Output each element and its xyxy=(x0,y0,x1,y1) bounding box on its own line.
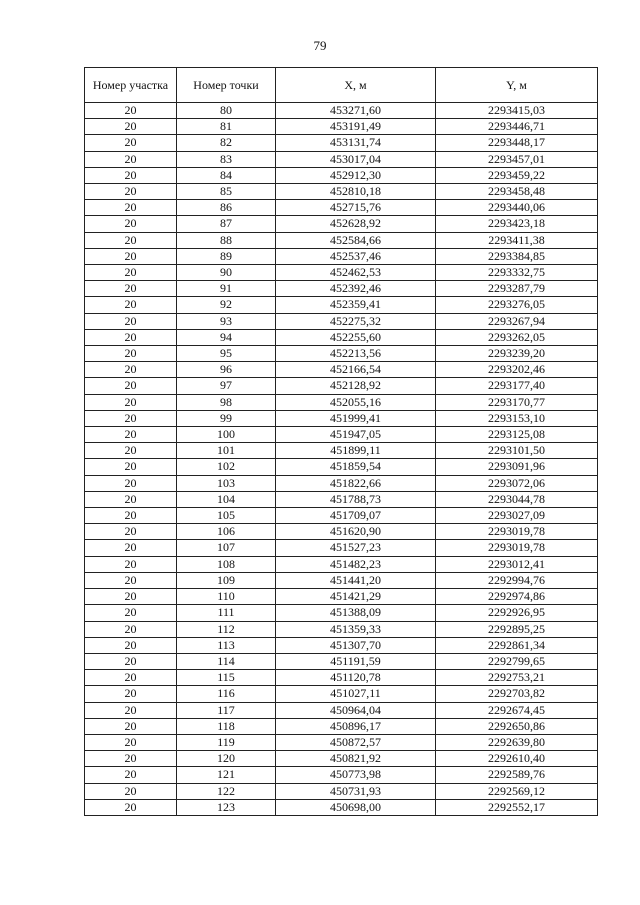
table-row xyxy=(85,329,598,345)
plot-number-cell: 20 xyxy=(85,637,177,653)
point-number-cell: 80 xyxy=(177,103,276,119)
table-row xyxy=(85,167,598,183)
plot-number-cell: 20 xyxy=(85,475,177,491)
point-number-cell: 95 xyxy=(177,346,276,362)
point-number-cell: 93 xyxy=(177,313,276,329)
y-coordinate-cell: 2293019,78 xyxy=(436,540,598,556)
y-coordinate-cell: 2293415,03 xyxy=(436,103,598,119)
y-coordinate-cell: 2292639,80 xyxy=(436,734,598,750)
x-coordinate-cell: 452275,32 xyxy=(276,313,436,329)
plot-number-cell: 20 xyxy=(85,459,177,475)
x-coordinate-cell: 453271,60 xyxy=(276,103,436,119)
plot-number-cell: 20 xyxy=(85,621,177,637)
plot-number-cell: 20 xyxy=(85,313,177,329)
table-header xyxy=(85,68,598,103)
y-coordinate-cell: 2293440,06 xyxy=(436,200,598,216)
y-coordinate-cell: 2292569,12 xyxy=(436,783,598,799)
x-coordinate-cell: 450896,17 xyxy=(276,718,436,734)
x-coordinate-cell: 451822,66 xyxy=(276,475,436,491)
y-coordinate-cell: 2292994,76 xyxy=(436,572,598,588)
page-number: 79 xyxy=(313,38,327,53)
y-coordinate-cell: 2293287,79 xyxy=(436,281,598,297)
y-coordinate-cell: 2293239,20 xyxy=(436,346,598,362)
plot-number-cell: 20 xyxy=(85,799,177,815)
table-row xyxy=(85,556,598,572)
point-number-cell: 86 xyxy=(177,200,276,216)
x-coordinate-cell: 451359,33 xyxy=(276,621,436,637)
x-coordinate-cell: 451191,59 xyxy=(276,653,436,669)
x-coordinate-cell: 452628,92 xyxy=(276,216,436,232)
plot-number-cell: 20 xyxy=(85,508,177,524)
table-row xyxy=(85,767,598,783)
point-number-cell: 121 xyxy=(177,767,276,783)
point-number-cell: 84 xyxy=(177,167,276,183)
table-row xyxy=(85,508,598,524)
table-row xyxy=(85,313,598,329)
plot-number-cell: 20 xyxy=(85,346,177,362)
point-number-cell: 104 xyxy=(177,491,276,507)
table-row xyxy=(85,605,598,621)
table-row xyxy=(85,734,598,750)
table-row xyxy=(85,459,598,475)
point-number-cell: 88 xyxy=(177,232,276,248)
table-row xyxy=(85,297,598,313)
plot-number-cell: 20 xyxy=(85,410,177,426)
plot-number-cell: 20 xyxy=(85,103,177,119)
point-number-cell: 99 xyxy=(177,410,276,426)
point-number-cell: 81 xyxy=(177,119,276,135)
point-number-cell: 116 xyxy=(177,686,276,702)
point-number-cell: 123 xyxy=(177,799,276,815)
x-coordinate-cell: 452055,16 xyxy=(276,394,436,410)
x-coordinate-cell: 451388,09 xyxy=(276,605,436,621)
table-row xyxy=(85,702,598,718)
y-coordinate-cell: 2292589,76 xyxy=(436,767,598,783)
x-coordinate-cell: 452213,56 xyxy=(276,346,436,362)
x-coordinate-cell: 452912,30 xyxy=(276,167,436,183)
y-coordinate-cell: 2293276,05 xyxy=(436,297,598,313)
y-coordinate-cell: 2293411,38 xyxy=(436,232,598,248)
plot-number-cell: 20 xyxy=(85,605,177,621)
plot-number-cell: 20 xyxy=(85,783,177,799)
y-coordinate-cell: 2292799,65 xyxy=(436,653,598,669)
y-coordinate-cell: 2293101,50 xyxy=(436,443,598,459)
x-coordinate-cell: 453191,49 xyxy=(276,119,436,135)
y-coordinate-cell: 2292552,17 xyxy=(436,799,598,815)
table-row xyxy=(85,216,598,232)
y-coordinate-cell: 2293072,06 xyxy=(436,475,598,491)
point-number-cell: 118 xyxy=(177,718,276,734)
table-row xyxy=(85,265,598,281)
y-coordinate-cell: 2293202,46 xyxy=(436,362,598,378)
point-number-cell: 94 xyxy=(177,329,276,345)
plot-number-cell: 20 xyxy=(85,491,177,507)
plot-number-cell: 20 xyxy=(85,378,177,394)
y-coordinate-cell: 2293448,17 xyxy=(436,135,598,151)
y-coordinate-cell: 2292610,40 xyxy=(436,751,598,767)
point-number-cell: 117 xyxy=(177,702,276,718)
plot-number-cell: 20 xyxy=(85,184,177,200)
plot-number-cell: 20 xyxy=(85,135,177,151)
x-coordinate-cell: 450872,57 xyxy=(276,734,436,750)
plot-number-cell: 20 xyxy=(85,248,177,264)
table-row xyxy=(85,410,598,426)
x-coordinate-cell: 452715,76 xyxy=(276,200,436,216)
point-number-cell: 113 xyxy=(177,637,276,653)
table-row xyxy=(85,540,598,556)
plot-number-cell: 20 xyxy=(85,265,177,281)
plot-number-cell: 20 xyxy=(85,281,177,297)
point-number-cell: 108 xyxy=(177,556,276,572)
x-coordinate-cell: 450731,93 xyxy=(276,783,436,799)
table-row xyxy=(85,589,598,605)
table-row xyxy=(85,394,598,410)
plot-number-cell: 20 xyxy=(85,329,177,345)
point-number-cell: 100 xyxy=(177,427,276,443)
plot-number-cell: 20 xyxy=(85,767,177,783)
y-coordinate-cell: 2293267,94 xyxy=(436,313,598,329)
table-row xyxy=(85,653,598,669)
point-number-cell: 103 xyxy=(177,475,276,491)
x-coordinate-cell: 451482,23 xyxy=(276,556,436,572)
point-number-cell: 102 xyxy=(177,459,276,475)
x-coordinate-cell: 451620,90 xyxy=(276,524,436,540)
point-number-cell: 82 xyxy=(177,135,276,151)
table-row xyxy=(85,135,598,151)
header-point-number: Номер точки xyxy=(177,68,276,103)
point-number-cell: 85 xyxy=(177,184,276,200)
table-row xyxy=(85,248,598,264)
plot-number-cell: 20 xyxy=(85,556,177,572)
x-coordinate-cell: 451120,78 xyxy=(276,670,436,686)
point-number-cell: 87 xyxy=(177,216,276,232)
y-coordinate-cell: 2293044,78 xyxy=(436,491,598,507)
plot-number-cell: 20 xyxy=(85,232,177,248)
plot-number-cell: 20 xyxy=(85,572,177,588)
x-coordinate-cell: 451899,11 xyxy=(276,443,436,459)
table-row xyxy=(85,718,598,734)
x-coordinate-cell: 451788,73 xyxy=(276,491,436,507)
x-coordinate-cell: 451307,70 xyxy=(276,637,436,653)
plot-number-cell: 20 xyxy=(85,540,177,556)
y-coordinate-cell: 2293423,18 xyxy=(436,216,598,232)
point-number-cell: 83 xyxy=(177,151,276,167)
x-coordinate-cell: 452166,54 xyxy=(276,362,436,378)
point-number-cell: 119 xyxy=(177,734,276,750)
y-coordinate-cell: 2293153,10 xyxy=(436,410,598,426)
table-row xyxy=(85,346,598,362)
table-row xyxy=(85,799,598,815)
table-row xyxy=(85,491,598,507)
x-coordinate-cell: 452810,18 xyxy=(276,184,436,200)
x-coordinate-cell: 453017,04 xyxy=(276,151,436,167)
table-row xyxy=(85,103,598,119)
table-row xyxy=(85,751,598,767)
x-coordinate-cell: 451709,07 xyxy=(276,508,436,524)
plot-number-cell: 20 xyxy=(85,734,177,750)
plot-number-cell: 20 xyxy=(85,427,177,443)
x-coordinate-cell: 452537,46 xyxy=(276,248,436,264)
y-coordinate-cell: 2293170,77 xyxy=(436,394,598,410)
table-body xyxy=(85,103,598,816)
table-row xyxy=(85,637,598,653)
table-row xyxy=(85,362,598,378)
y-coordinate-cell: 2293262,05 xyxy=(436,329,598,345)
x-coordinate-cell: 450773,98 xyxy=(276,767,436,783)
x-coordinate-cell: 451859,54 xyxy=(276,459,436,475)
point-number-cell: 109 xyxy=(177,572,276,588)
x-coordinate-cell: 452255,60 xyxy=(276,329,436,345)
table-row xyxy=(85,783,598,799)
plot-number-cell: 20 xyxy=(85,297,177,313)
table-row xyxy=(85,670,598,686)
point-number-cell: 110 xyxy=(177,589,276,605)
y-coordinate-cell: 2292650,86 xyxy=(436,718,598,734)
y-coordinate-cell: 2293019,78 xyxy=(436,524,598,540)
x-coordinate-cell: 452584,66 xyxy=(276,232,436,248)
y-coordinate-cell: 2292974,86 xyxy=(436,589,598,605)
plot-number-cell: 20 xyxy=(85,702,177,718)
plot-number-cell: 20 xyxy=(85,362,177,378)
point-number-cell: 115 xyxy=(177,670,276,686)
plot-number-cell: 20 xyxy=(85,200,177,216)
x-coordinate-cell: 451947,05 xyxy=(276,427,436,443)
y-coordinate-cell: 2292674,45 xyxy=(436,702,598,718)
plot-number-cell: 20 xyxy=(85,167,177,183)
coordinates-table xyxy=(84,67,598,816)
table-row xyxy=(85,572,598,588)
table-row xyxy=(85,686,598,702)
table-row xyxy=(85,281,598,297)
y-coordinate-cell: 2293027,09 xyxy=(436,508,598,524)
plot-number-cell: 20 xyxy=(85,119,177,135)
table-row xyxy=(85,119,598,135)
y-coordinate-cell: 2293332,75 xyxy=(436,265,598,281)
x-coordinate-cell: 452128,92 xyxy=(276,378,436,394)
header-plot-number: Номер участка xyxy=(85,68,177,103)
y-coordinate-cell: 2293384,85 xyxy=(436,248,598,264)
table-row xyxy=(85,378,598,394)
plot-number-cell: 20 xyxy=(85,589,177,605)
x-coordinate-cell: 453131,74 xyxy=(276,135,436,151)
x-coordinate-cell: 452359,41 xyxy=(276,297,436,313)
point-number-cell: 91 xyxy=(177,281,276,297)
table-row xyxy=(85,151,598,167)
header-row xyxy=(85,68,598,103)
y-coordinate-cell: 2293091,96 xyxy=(436,459,598,475)
plot-number-cell: 20 xyxy=(85,670,177,686)
plot-number-cell: 20 xyxy=(85,216,177,232)
y-coordinate-cell: 2292703,82 xyxy=(436,686,598,702)
table-row xyxy=(85,184,598,200)
point-number-cell: 111 xyxy=(177,605,276,621)
point-number-cell: 122 xyxy=(177,783,276,799)
y-coordinate-cell: 2293012,41 xyxy=(436,556,598,572)
y-coordinate-cell: 2293125,08 xyxy=(436,427,598,443)
header-x-coordinate: X, м xyxy=(276,68,436,103)
y-coordinate-cell: 2293459,22 xyxy=(436,167,598,183)
x-coordinate-cell: 452462,53 xyxy=(276,265,436,281)
point-number-cell: 97 xyxy=(177,378,276,394)
y-coordinate-cell: 2292895,25 xyxy=(436,621,598,637)
plot-number-cell: 20 xyxy=(85,718,177,734)
point-number-cell: 101 xyxy=(177,443,276,459)
y-coordinate-cell: 2293457,01 xyxy=(436,151,598,167)
x-coordinate-cell: 452392,46 xyxy=(276,281,436,297)
table-row xyxy=(85,232,598,248)
plot-number-cell: 20 xyxy=(85,151,177,167)
point-number-cell: 114 xyxy=(177,653,276,669)
table-row xyxy=(85,475,598,491)
point-number-cell: 96 xyxy=(177,362,276,378)
point-number-cell: 112 xyxy=(177,621,276,637)
x-coordinate-cell: 451421,29 xyxy=(276,589,436,605)
y-coordinate-cell: 2292926,95 xyxy=(436,605,598,621)
plot-number-cell: 20 xyxy=(85,443,177,459)
point-number-cell: 98 xyxy=(177,394,276,410)
y-coordinate-cell: 2293446,71 xyxy=(436,119,598,135)
y-coordinate-cell: 2292753,21 xyxy=(436,670,598,686)
x-coordinate-cell: 450698,00 xyxy=(276,799,436,815)
table-row xyxy=(85,200,598,216)
header-y-coordinate: Y, м xyxy=(436,68,598,103)
y-coordinate-cell: 2293177,40 xyxy=(436,378,598,394)
x-coordinate-cell: 451441,20 xyxy=(276,572,436,588)
x-coordinate-cell: 451527,23 xyxy=(276,540,436,556)
x-coordinate-cell: 451999,41 xyxy=(276,410,436,426)
table-row xyxy=(85,621,598,637)
point-number-cell: 105 xyxy=(177,508,276,524)
plot-number-cell: 20 xyxy=(85,653,177,669)
x-coordinate-cell: 450964,04 xyxy=(276,702,436,718)
table-row xyxy=(85,443,598,459)
table-row xyxy=(85,427,598,443)
plot-number-cell: 20 xyxy=(85,394,177,410)
plot-number-cell: 20 xyxy=(85,686,177,702)
point-number-cell: 106 xyxy=(177,524,276,540)
x-coordinate-cell: 450821,92 xyxy=(276,751,436,767)
point-number-cell: 107 xyxy=(177,540,276,556)
table-row xyxy=(85,524,598,540)
point-number-cell: 120 xyxy=(177,751,276,767)
plot-number-cell: 20 xyxy=(85,524,177,540)
plot-number-cell: 20 xyxy=(85,751,177,767)
y-coordinate-cell: 2292861,34 xyxy=(436,637,598,653)
x-coordinate-cell: 451027,11 xyxy=(276,686,436,702)
y-coordinate-cell: 2293458,48 xyxy=(436,184,598,200)
point-number-cell: 90 xyxy=(177,265,276,281)
point-number-cell: 92 xyxy=(177,297,276,313)
point-number-cell: 89 xyxy=(177,248,276,264)
